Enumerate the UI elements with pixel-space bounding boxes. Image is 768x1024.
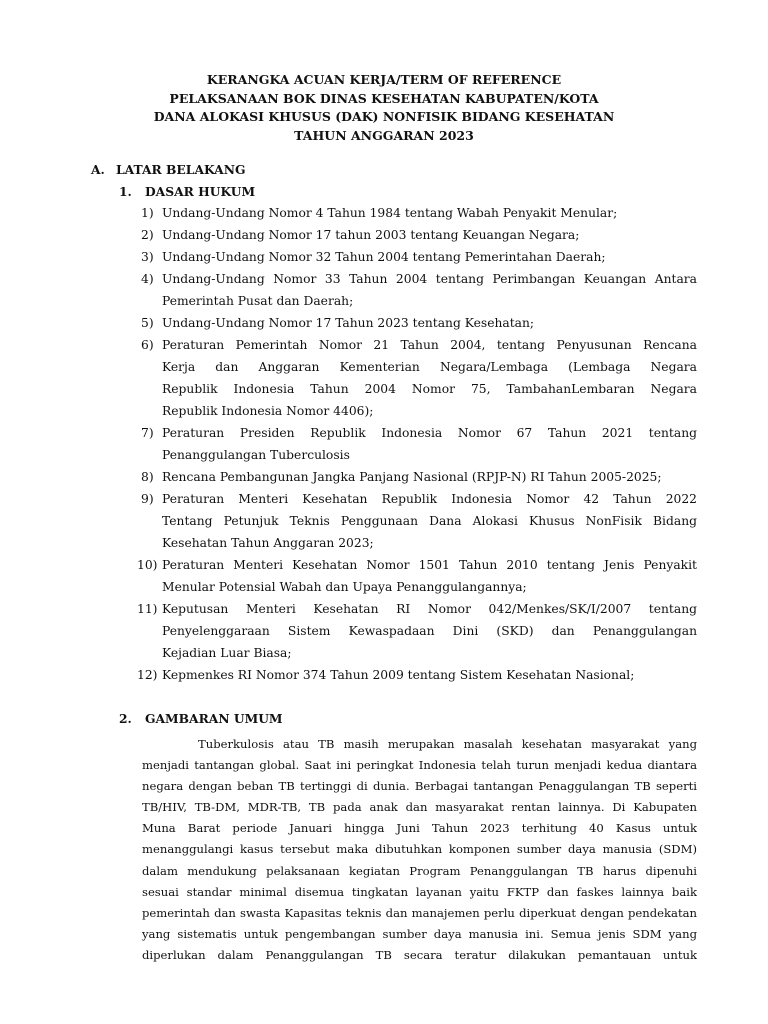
list-item-text: Undang-Undang Nomor 33 Tahun 2004 tentang Perimbangan Keuangan Antara (162, 272, 697, 286)
list-item-number: 1) (141, 206, 154, 220)
overview-line: pemerintah dan swasta Kapasitas teknis dan manajemen perlu diperkuat dengan pendekatan (142, 905, 697, 920)
list-item-number: 11) (137, 602, 158, 616)
list-item-text: Undang-Undang Nomor 32 Tahun 2004 tentang Pemerintahan Daerah; (162, 250, 606, 264)
list-item-number: 5) (141, 316, 154, 330)
list-item-text: Kesehatan Tahun Anggaran 2023; (162, 536, 374, 550)
subsection-2-marker: 2. (119, 711, 132, 726)
list-item-number: 9) (141, 492, 154, 506)
document-title (0, 71, 768, 145)
list-item-text: Undang-Undang Nomor 17 Tahun 2023 tentang Kesehatan; (162, 316, 535, 330)
list-item-text: Penyelenggaraan Sistem Kewaspadaan Dini (SKD) dan Penanggulangan (162, 624, 697, 638)
list-item-text: Pemerintah Pusat dan Daerah; (162, 294, 354, 308)
list-item-text: Peraturan Pemerintah Nomor 21 Tahun 2004, tentang Penyusunan Rencana (162, 338, 697, 352)
list-item-text: Undang-Undang Nomor 17 tahun 2003 tentang Keuangan Negara; (162, 228, 580, 242)
overview-line: negara dengan beban TB tertinggi di dunia. Berbagai tantangan Penaggulangan TB seperti (142, 779, 697, 794)
list-item-text: Tentang Petunjuk Teknis Penggunaan Dana Alokasi Khusus NonFisik Bidang (162, 514, 697, 528)
list-item-text: Rencana Pembangunan Jangka Panjang Nasional (RPJP-N) RI Tahun 2005-2025; (162, 470, 662, 484)
title-line-2: PELAKSANAAN BOK DINAS KESEHATAN KABUPATEN/KOTA (169, 90, 599, 106)
overview-line: menjadi tantangan global. Saat ini peringkat Indonesia telah turun menjadi kedua diantara (142, 758, 697, 773)
overview-line: diperlukan dalam Penanggulangan TB secara teratur dilakukan pemantauan untuk (142, 947, 697, 962)
list-item-text: Menular Potensial Wabah dan Upaya Penanggulangannya; (162, 580, 527, 594)
section-a-heading: LATAR BELAKANG (116, 162, 246, 177)
list-item-number: 3) (141, 250, 154, 264)
list-item-number: 8) (141, 470, 154, 484)
list-item-text: Kepmenkes RI Nomor 374 Tahun 2009 tentang Sistem Kesehatan Nasional; (162, 668, 635, 682)
list-item-text: Penanggulangan Tuberculosis (162, 448, 350, 462)
list-item-text: Undang-Undang Nomor 4 Tahun 1984 tentang Wabah Penyakit Menular; (162, 206, 618, 220)
title-line-1: KERANGKA ACUAN KERJA/TERM OF REFERENCE (206, 72, 562, 87)
list-item-number: 2) (141, 228, 154, 242)
list-item-text: Peraturan Menteri Kesehatan Nomor 1501 Tahun 2010 tentang Jenis Penyakit (162, 558, 697, 572)
list-item-number: 7) (141, 426, 154, 440)
overview-line: yang sistematis untuk pengembangan sumber daya manusia ini. Semua jenis SDM yang (142, 926, 697, 941)
list-item-number: 4) (141, 272, 154, 286)
list-item-text: Peraturan Presiden Republik Indonesia Nomor 67 Tahun 2021 tentang (162, 426, 697, 440)
overview-line: menanggulangi kasus tersebut maka dibutuhkan komponen sumber daya manusia (SDM) (142, 842, 697, 857)
list-item-number: 10) (137, 558, 158, 572)
overview-line: dalam mendukung pelaksanaan kegiatan Program Penanggulangan TB harus dipenuhi (142, 863, 697, 878)
list-item-text: Republik Indonesia Tahun 2004 Nomor 75, TambahanLembaran Negara (162, 382, 697, 396)
list-item-text: Peraturan Menteri Kesehatan Republik Indonesia Nomor 42 Tahun 2022 (162, 492, 697, 506)
subsection-2-heading: GAMBARAN UMUM (145, 711, 283, 726)
title-line-3: DANA ALOKASI KHUSUS (DAK) NONFISIK BIDANG KESEHATAN (153, 109, 615, 124)
list-item-text: Kejadian Luar Biasa; (162, 646, 292, 660)
overview-line: Tuberkulosis atau TB masih merupakan masalah kesehatan masyarakat yang (198, 737, 697, 751)
title-line-4: TAHUN ANGGARAN 2023 (294, 127, 474, 143)
list-item-text: Republik Indonesia Nomor 4406); (162, 404, 374, 418)
list-item-number: 6) (141, 338, 154, 352)
overview-line: Muna Barat periode Januari hingga Juni Tahun 2023 terhitung 40 Kasus untuk (142, 821, 697, 836)
overview-paragraph (142, 734, 697, 966)
list-item-text: Kerja dan Anggaran Kementerian Negara/Lembaga (Lembaga Negara (162, 360, 697, 374)
list-item-number: 12) (137, 668, 158, 682)
section-a-marker: A. (91, 162, 105, 177)
overview-line: TB/HIV, TB-DM, MDR-TB, TB pada anak dan masyarakat rentan lainnya. Di Kabupaten (142, 800, 697, 815)
list-item-text: Keputusan Menteri Kesehatan RI Nomor 042/Menkes/SK/I/2007 tentang (162, 602, 697, 616)
overview-line: sesuai standar minimal disemua tingkatan layanan yaitu FKTP dan faskes lainnya baik (142, 884, 697, 899)
subsection-1-marker: 1. (119, 184, 132, 199)
subsection-1-heading: DASAR HUKUM (145, 184, 256, 199)
